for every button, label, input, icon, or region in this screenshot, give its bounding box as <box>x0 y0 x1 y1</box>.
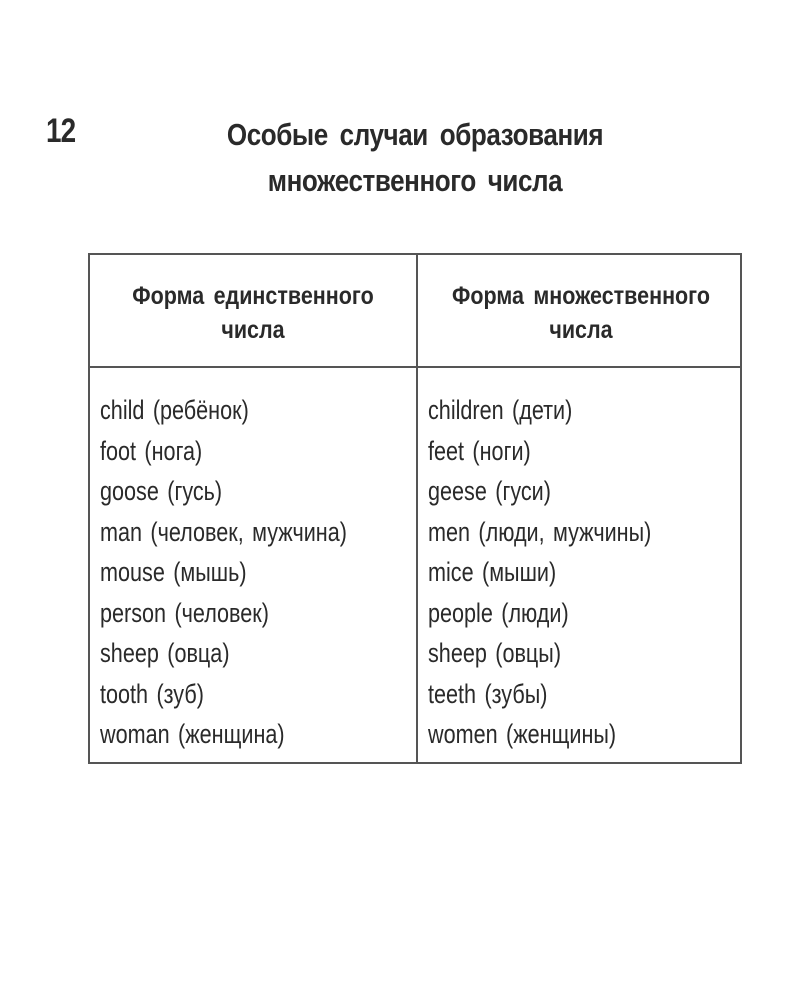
header-divider <box>90 366 740 368</box>
singular-item: man (человек, мужчина) <box>100 516 347 547</box>
plural-item: geese (гуси) <box>428 476 551 506</box>
singular-item: sheep (овца) <box>100 638 230 668</box>
page-number: 12 <box>46 112 76 150</box>
header-plural <box>418 279 744 347</box>
page-title-line-1: Особые случаи образования <box>226 117 604 152</box>
plural-item: children (дети) <box>428 395 573 425</box>
header-plural-line-1: Форма множественного <box>452 282 710 310</box>
plural-item: women (женщины) <box>428 719 617 749</box>
page-title <box>150 112 680 204</box>
page-title-line-2: множественного числа <box>267 163 563 198</box>
plural-item: mice (мыши) <box>428 557 557 587</box>
singular-item: woman (женщина) <box>100 719 285 749</box>
singular-item: person (человек) <box>100 597 269 628</box>
plural-item: feet (ноги) <box>428 435 531 466</box>
singular-item: child (ребёнок) <box>100 395 249 425</box>
plural-forms-table <box>88 253 742 764</box>
plural-list <box>428 390 707 755</box>
header-plural-line-2: числа <box>549 316 613 344</box>
plural-item: people (люди) <box>428 597 569 628</box>
singular-item: tooth (зуб) <box>100 678 204 709</box>
plural-item: men (люди, мужчины) <box>428 516 652 547</box>
plural-item: teeth (зубы) <box>428 678 548 709</box>
plural-item: sheep (овцы) <box>428 638 562 668</box>
singular-item: foot (нога) <box>100 435 203 466</box>
header-singular-line-2: числа <box>221 316 285 344</box>
header-singular <box>90 279 416 347</box>
header-singular-line-1: Форма единственного <box>132 282 374 310</box>
singular-item: goose (гусь) <box>100 476 223 506</box>
singular-list <box>100 390 409 755</box>
singular-item: mouse (мышь) <box>100 557 247 587</box>
